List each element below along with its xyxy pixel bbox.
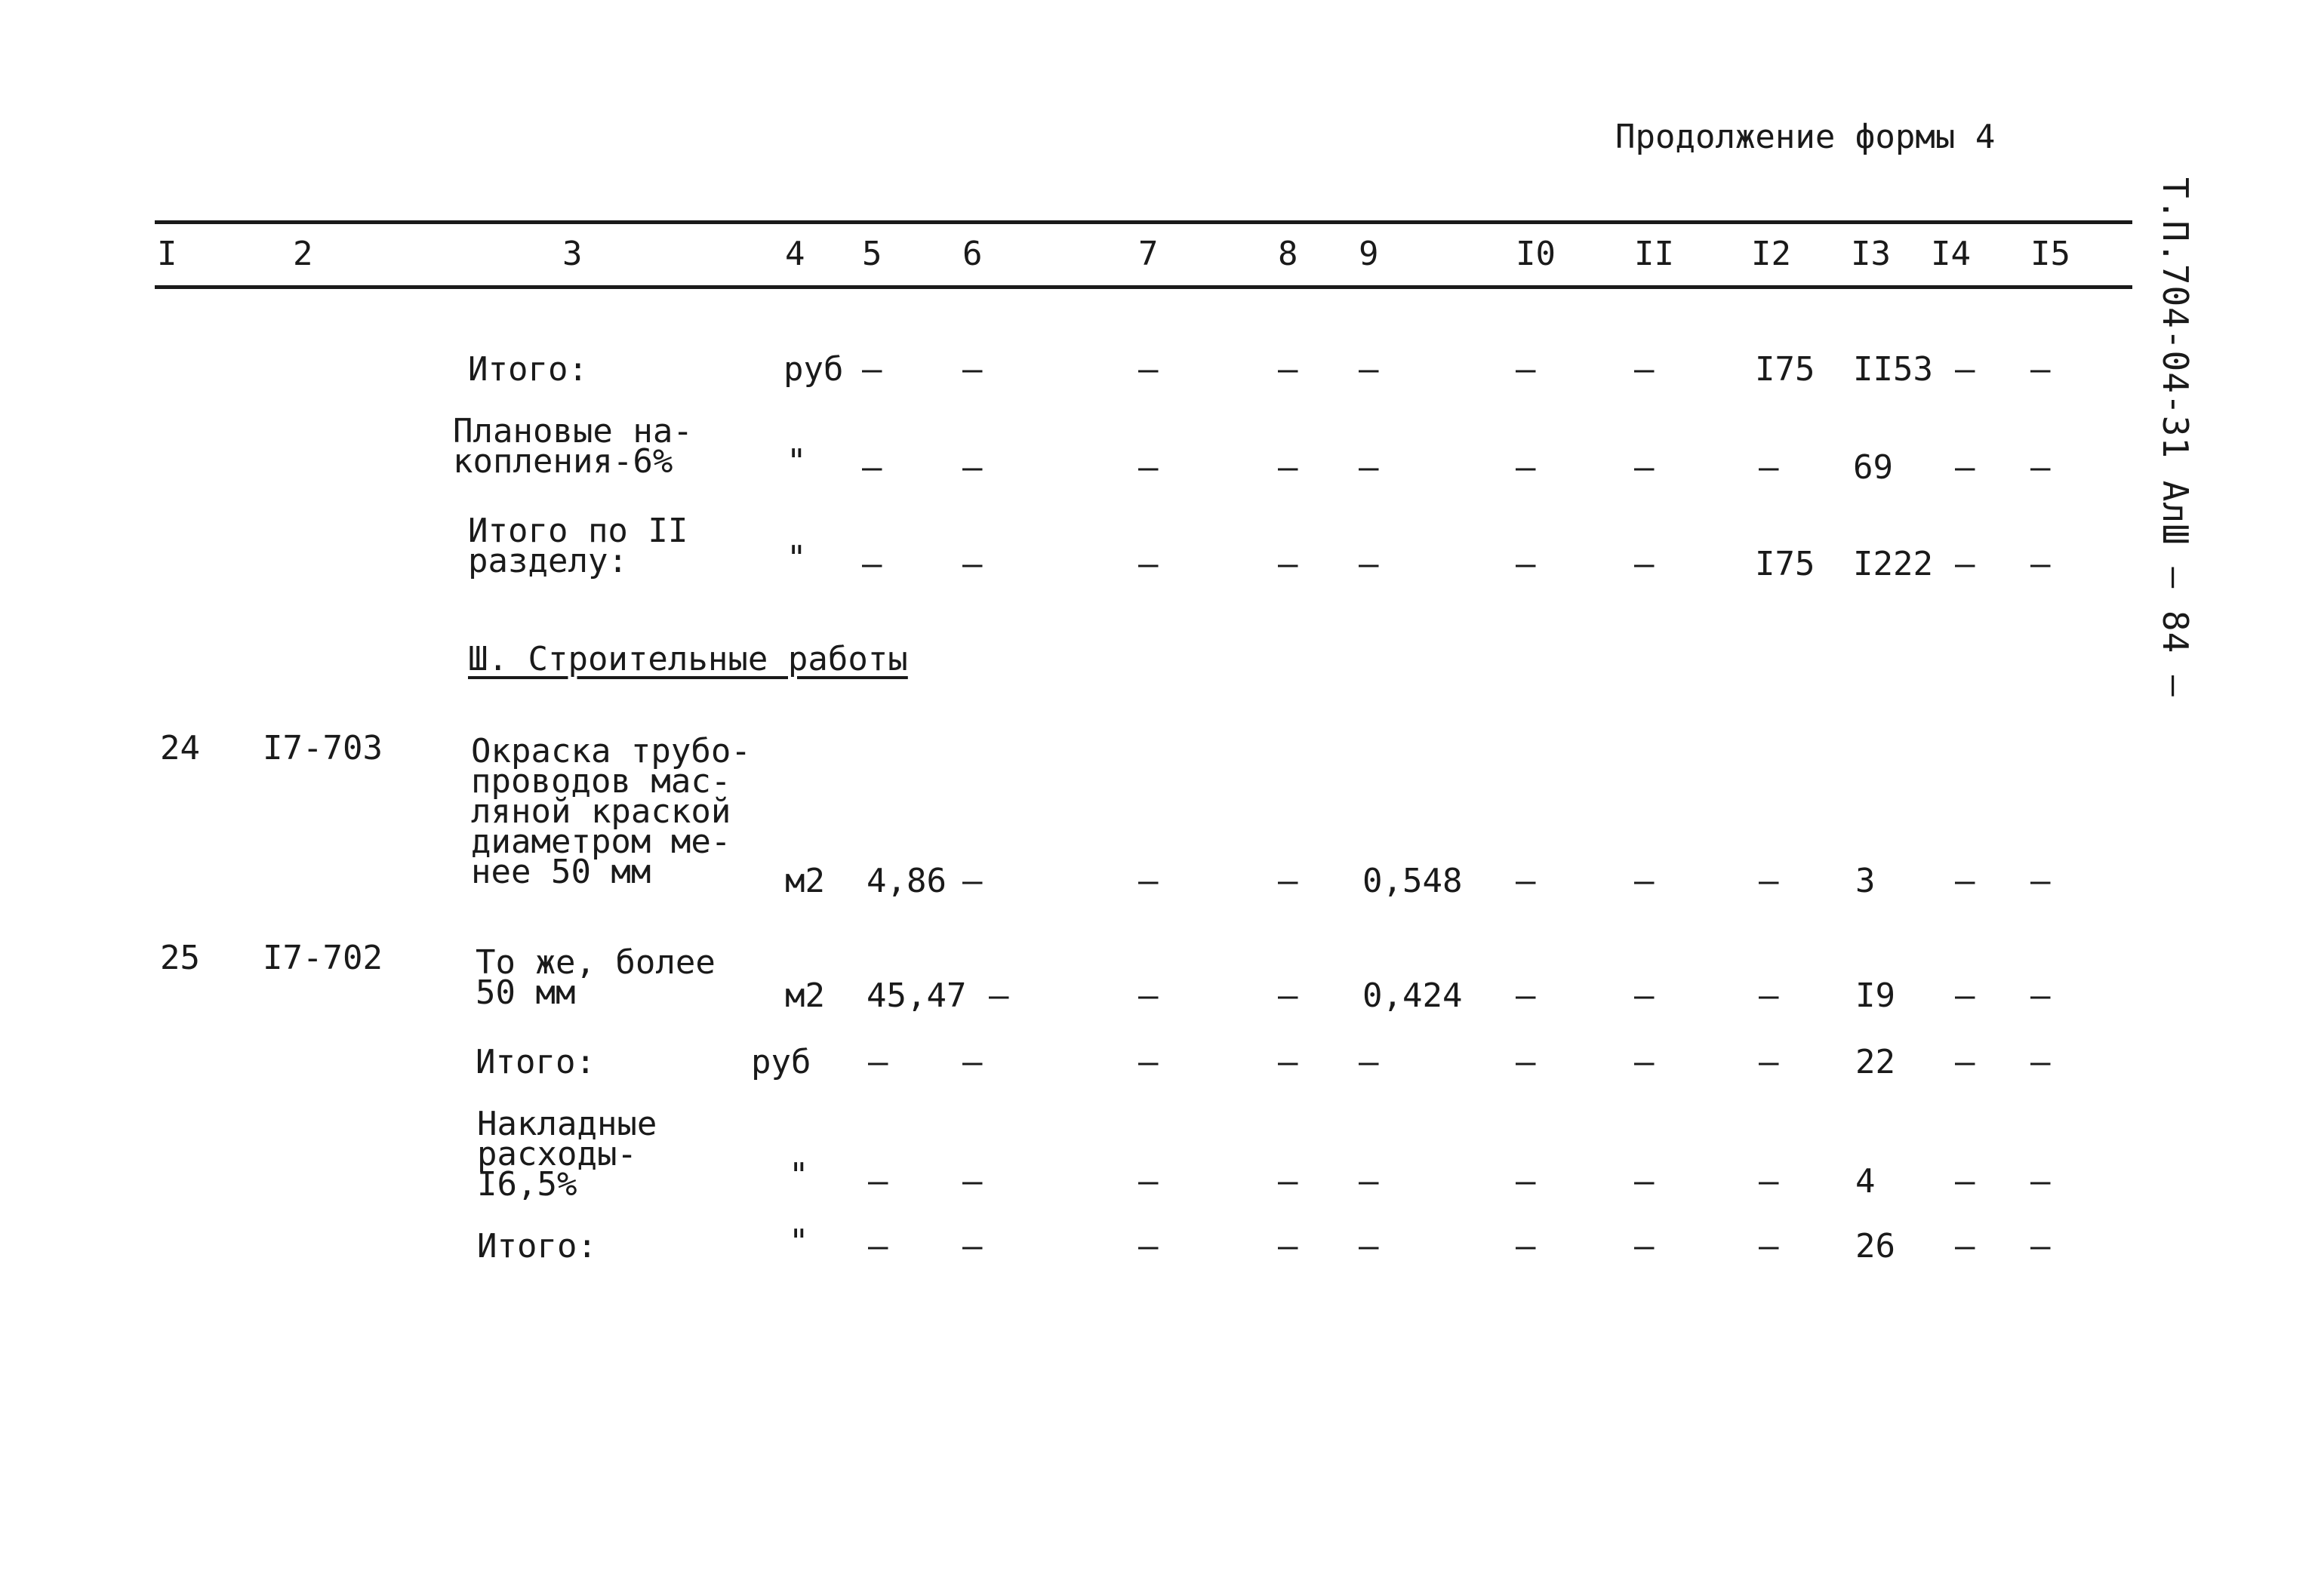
cell-col6: – [962,448,983,487]
cell-col5: – [862,448,882,487]
cell-col11: – [1634,862,1655,900]
cell-col7: – [1138,545,1159,583]
column-header-1: I [157,235,177,273]
cell-col14: – [1955,1043,1975,1081]
cell-col9: 0,548 [1362,862,1463,900]
cell-description: Итого: [477,1227,597,1265]
cell-col10: – [1516,1043,1536,1081]
column-header-4: 4 [785,235,805,273]
cell-col10: – [1516,862,1536,900]
cell-col13: 22 [1855,1043,1895,1081]
cell-col8: – [1278,545,1298,583]
cell-col7: – [1138,862,1159,900]
cell-col7: – [1138,1227,1159,1265]
cell-col10: – [1516,350,1536,389]
form-continuation-title: Продолжение формы 4 [1615,118,1996,156]
cell-col11: – [1634,448,1655,487]
column-header-11: II [1634,235,1674,273]
cell-col14: – [1955,976,1975,1015]
cell-col14: – [1955,448,1975,487]
column-header-2: 2 [293,235,313,273]
cell-item-number: 24 [160,729,200,767]
cell-description: То же, более 50 мм [476,943,716,1012]
cell-col11: – [1634,545,1655,583]
cell-col12: – [1759,862,1779,900]
cell-description: Окраска трубо- проводов мас- ляной краской диаметром ме- нее 50 мм [471,732,751,891]
cell-col12: – [1759,1227,1779,1265]
cell-col13: 4 [1855,1162,1876,1201]
column-header-7: 7 [1138,235,1159,273]
cell-col9: – [1359,545,1379,583]
cell-description: Плановые на- копления-6% [453,412,693,481]
cell-col10: – [1516,1227,1536,1265]
cell-unit: " [789,1222,809,1261]
cell-rate-code: I7-703 [263,729,383,767]
cell-unit: м2 [785,862,825,900]
cell-col10: – [1516,448,1536,487]
cell-col12: – [1759,976,1779,1015]
column-header-3: 3 [562,235,583,273]
cell-col8: – [1278,1227,1298,1265]
cell-col8: – [1278,862,1298,900]
cell-unit: " [787,539,807,577]
cell-col13: I9 [1855,976,1895,1015]
cell-col8: – [1278,1043,1298,1081]
cell-col5: – [862,545,882,583]
cell-col15: – [2030,350,2051,389]
cell-col6: – [962,1043,983,1081]
cell-col9: – [1359,1162,1379,1201]
cell-col8: – [1278,350,1298,389]
cell-unit: " [787,442,807,481]
cell-col15: – [2030,976,2051,1015]
cell-col8: – [1278,1162,1298,1201]
cell-description: Итого по II разделу: [468,512,688,580]
cell-col15: – [2030,1162,2051,1201]
cell-description: Итого: [468,350,588,389]
cell-unit: м2 [785,976,825,1015]
cell-description: Итого: [476,1043,596,1081]
cell-rate-code: I7-702 [263,939,383,977]
cell-col9: – [1359,1043,1379,1081]
cell-col9: – [1359,350,1379,389]
cell-col7: – [1138,350,1159,389]
column-header-10: I0 [1516,235,1556,273]
cell-col13: II53 [1853,350,1933,389]
cell-col10: – [1516,976,1536,1015]
cell-col14: – [1955,1162,1975,1201]
cell-col5: – [868,1162,888,1201]
cell-col5: – [862,350,882,389]
cell-item-number: 25 [160,939,200,977]
cell-col14: – [1955,1227,1975,1265]
cell-col12: I75 [1755,350,1815,389]
cell-col10: – [1516,1162,1536,1201]
cell-col6: – [962,350,983,389]
cell-col11: – [1634,976,1655,1015]
cell-col15: – [2030,545,2051,583]
cell-col12: – [1759,1043,1779,1081]
column-header-15: I5 [2030,235,2070,273]
column-header-12: I2 [1751,235,1791,273]
cell-col7: – [1138,1162,1159,1201]
cell-col8: – [1278,448,1298,487]
cell-col13: I222 [1853,545,1933,583]
cell-col12: I75 [1755,545,1815,583]
cell-unit: " [789,1156,809,1195]
cell-col9: – [1359,1227,1379,1265]
cell-col6: – [962,545,983,583]
cell-col13: 3 [1855,862,1876,900]
cell-col6: – [962,1162,983,1201]
cell-col6: – [989,976,1009,1015]
cell-col11: – [1634,350,1655,389]
cell-col5: 45,47 [867,976,967,1015]
cell-col15: – [2030,1227,2051,1265]
cell-col6: – [962,862,983,900]
cell-col5: – [868,1043,888,1081]
column-header-13: I3 [1851,235,1891,273]
cell-col7: – [1138,448,1159,487]
cell-col14: – [1955,545,1975,583]
cell-col6: – [962,1227,983,1265]
section-heading: Ш. Строительные работы [468,640,908,678]
cell-unit: руб [751,1043,811,1081]
cell-col15: – [2030,448,2051,487]
column-header-9: 9 [1359,235,1379,273]
cell-col8: – [1278,976,1298,1015]
cell-col15: – [2030,862,2051,900]
column-header-5: 5 [862,235,882,273]
cell-description: Накладные расходы- I6,5% [477,1105,657,1204]
cell-col12: – [1759,1162,1779,1201]
cell-col5: 4,86 [867,862,947,900]
document-code: Т.П.704-04-31 АлШ – 84 – [2155,177,2196,697]
column-header-8: 8 [1278,235,1298,273]
cell-col15: – [2030,1043,2051,1081]
cell-col11: – [1634,1043,1655,1081]
cell-col13: 69 [1853,448,1893,487]
cell-col10: – [1516,545,1536,583]
table-top-rule [155,220,2132,224]
cell-col11: – [1634,1162,1655,1201]
cell-col7: – [1138,976,1159,1015]
cell-col7: – [1138,1043,1159,1081]
cell-col14: – [1955,862,1975,900]
cell-unit: руб [783,350,844,389]
cell-col11: – [1634,1227,1655,1265]
table-header-bottom-rule [155,285,2132,289]
column-header-14: I4 [1931,235,1971,273]
cell-col5: – [868,1227,888,1265]
cell-col9: – [1359,448,1379,487]
cell-col9: 0,424 [1362,976,1463,1015]
cell-col13: 26 [1855,1227,1895,1265]
cell-col12: – [1759,448,1779,487]
cell-col14: – [1955,350,1975,389]
column-header-6: 6 [962,235,983,273]
